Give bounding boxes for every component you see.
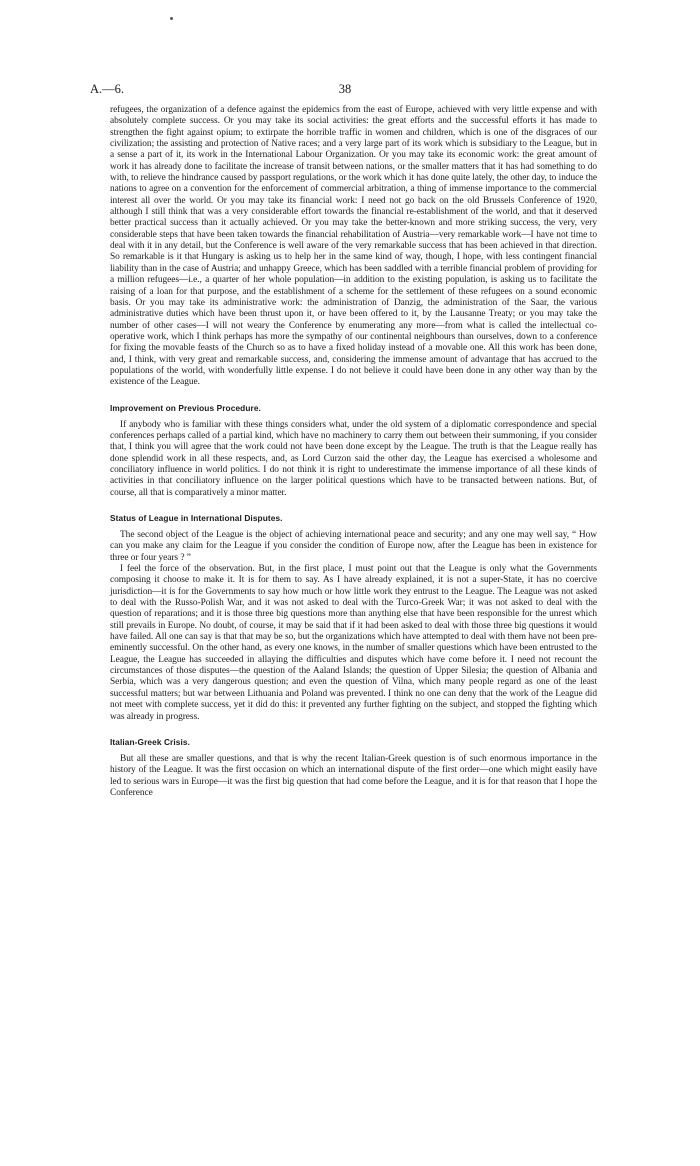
page-header bbox=[90, 82, 600, 102]
body-paragraph: If anybody who is familiar with these things considers what, under the old system of a diplomatic correspondence and special conferences perhaps called of a partial kind, which have no machinery to carry them out between their summoning, if you consider that, I think you will agree that the work could not have been done except by the League. The truth is that the League really has done splendid work in all these respects, and, as Lord Curzon said the other day, the League has exercised a wholesome and conciliatory influence in world politics. I do not think it is right to underestimate the immense importance of all these kinds of activities in that conciliatory influence on the larger political questions which have to be transacted between nations. But, of course, all that is comparatively a minor matter. bbox=[110, 419, 597, 498]
page-mark bbox=[170, 17, 173, 20]
section-heading: Italian-Greek Crisis. bbox=[110, 736, 191, 747]
body-paragraph: I feel the force of the observation. But, in the first place, I must point out that the League is only what the Governments composing it choose to make it. It is for them to say. As I have already explained, it is not a super-State, it has no coercive jurisdiction—it is for the Governments to say how much or how little work they entrust to the League. The League was not asked to deal with the Russo-Polish War, and it was not asked to deal with the Turco-Greek War; it was not asked to deal with the question of reparations; and it is those three big questions more than anything else that have been responsible for the unrest which still prevails in Europe. No doubt, of course, it may be said that if it had been asked to deal with those three big questions it would have failed. All one can say is that that may be so, but the organizations which have attempted to deal with them have not been pre-eminently successful. On the other hand, as every one knows, in the number of smaller questions which have been entrusted to the League, the League has succeeded in allaying the difficulties and disputes which have come before it. I need not recount the circumstances of those disputes—the question of the Aaland Islands; the question of Upper Silesia; the question of Albania and Serbia, which was a very dangerous question; and even the question of Vilna, which many people regard as one of the least successful matters; but war between Lithuania and Poland was prevented. I think no one can deny that the work of the League did not meet with complete success, yet it did do this: it prevented any further fighting on the subject, and stopped the fighting which was already in progress. bbox=[110, 564, 597, 722]
section-heading: Status of League in International Disputes. bbox=[110, 513, 283, 523]
body-paragraph: refugees, the organization of a defence against the epidemics from the east of Europe, achieved with very little expense and with absolutely complete success. Or you may take its social activities: the great efforts and the successful efforts it has made to strengthen the fight against opium; to extirpate the horrible traffic in women and children, which is one of the disgraces of our civilization; the assisting and protection of Native races; and a very large part of its work which is subsidiary to the League, but in a sense a part of it, its work in the International Labour Organization. Or you may take its economic work: the great amount of work it has already done to facilitate the increase of transit between nations, or the smaller matters that it has had something to do with, to relieve the hindrance caused by passport regulations, or the work which it has done quite lately, the other day, to induce the nations to agree on a convention for the enforcement of commercial arbitration, a thing of immense importance to the commercial interest all over the world. Or you may take its financial work: I need not go back on the old Brussels Conference of 1920, although I still think that was a very considerable effort towards the financial re-establishment of the world, and that it deserved better practical success than it actually achieved. Or you may take the better-known and more striking success, the very, very considerable steps that have been taken towards the financial rehabilitation of Austria—very remarkable work—I have not time to deal with it in any detail, but the Conference is well aware of the very remarkable success that has been achieved in that direction. So remarkable is it that Hungary is asking us to help her in the same kind of way, though, I hope, with less contingent financial liability than in the case of Austria; and unhappy Greece, which has been saddled with a terrible financial problem of providing for a million refugees—i.e., a quarter of her whole population—in addition to the existing population, is asking us to facilitate the raising of a loan for that purpose, and the establishment of a scheme for the settlement of these refugees on a sound economic basis. Or you may take its administrative work: the administration of Danzig, the administration of the Saar, the various administrative duties which have been thrust upon it, or have been offered to it, by the Lausanne Treaty; or you may take the number of other cases—I will not weary the Conference by enumerating any more—from what is called the intellectual co-operative work, which I think perhaps has more the sympathy of our continental neighbours than ourselves, down to a conference for fixing the movable feasts of the Church so as to have a fixed holiday instead of a movable one. All this work has been done, and, I think, with very great and remarkable success, and, considering the immense amount of advantage that has accrued to the populations of the world, with wonderfully little expense. I do not believe it could have been done in any other way than by the existence of the League. bbox=[110, 105, 597, 388]
document-body bbox=[110, 105, 597, 799]
section-heading: Improvement on Previous Procedure. bbox=[110, 402, 261, 413]
body-paragraph: But all these are smaller questions, and that is why the recent Italian-Greek question is of such enormous importance in the history of the League. It was the first occasion on which an international dispute of the first order—one which might easily have led to serious wars in Europe—it was the first big question that had come before the League, and it is for that reason that I hope the Conference bbox=[110, 753, 597, 798]
body-paragraph: The second object of the League is the object of achieving international peace and security; and any one may well say, “ How can you make any claim for the League if you consider the condition of Europe now, after the League has been in existence for three or four years ? ” bbox=[110, 530, 597, 563]
document-reference: A.—6. bbox=[90, 82, 125, 96]
page-number: 38 bbox=[338, 82, 352, 96]
